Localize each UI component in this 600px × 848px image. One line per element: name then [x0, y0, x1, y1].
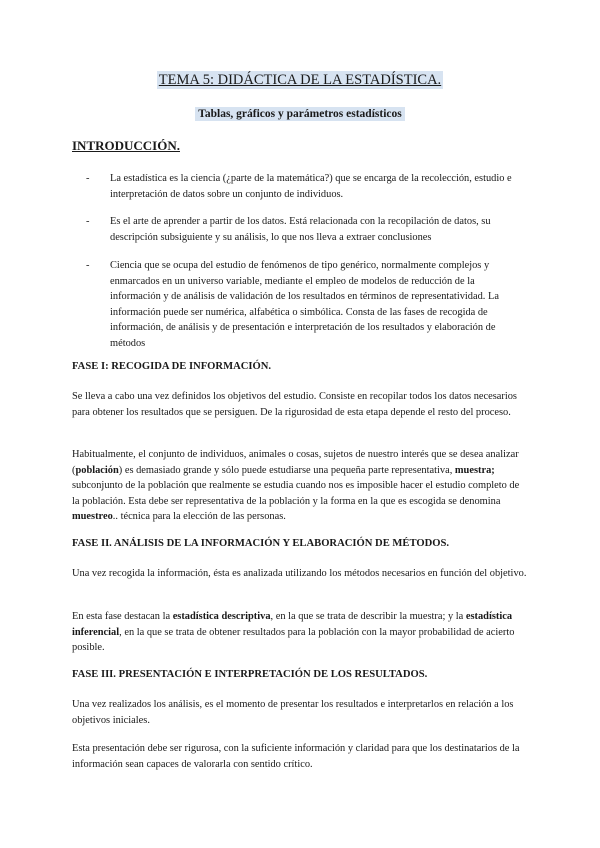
bullet-item [86, 258, 522, 352]
fase2-paragraph-2: En esta fase destacan la estadística descriptiva, en la que se trata de describir la muestra; y la estadística inferencial, en la que se trata de obtener resultados para la población con la mayor probabilidad de acierto posible. [72, 611, 515, 654]
intro-heading: INTRODUCCIÓN. [72, 138, 180, 153]
bullet-dash: - [86, 260, 90, 271]
term-poblacion: población [75, 464, 119, 476]
bullet-text: Ciencia que se ocupa del estudio de fenómenos de tipo genérico, normalmente complejos y enmarcados en un universo variable, mediante el empleo de modelos de reducción de la información y de análisis de validación de los resultados en términos de representatividad. La información puede ser numérica, alfabética o simbólica. Consta de las fases de recogida de información, de análisis y de presentación e interpretación de los resultados y elaboración de métodos [110, 260, 499, 349]
document-subtitle: Tablas, gráficos y parámetros estadísticos [0, 108, 600, 120]
term-muestra: muestra; [454, 464, 495, 476]
fase1-heading: FASE I: RECOGIDA DE INFORMACIÓN. [72, 361, 272, 372]
term-muestreo: muestreo [72, 511, 113, 523]
fase3-heading: FASE III. PRESENTACIÓN E INTERPRETACIÓN DE LOS RESULTADOS. [72, 669, 428, 680]
term-estadistica-inferencial: estadística inferencial [72, 611, 513, 638]
bullet-item [86, 214, 522, 245]
fase3-paragraph-1: Una vez realizados los análisis, es el momento de presentar los resultados e interpretarlos en relación a los objetivos iniciales. [72, 699, 514, 726]
bullet-dash: - [86, 216, 90, 227]
bullet-dash: - [86, 173, 90, 184]
bullet-text: La estadística es la ciencia (¿parte de la matemática?) que se encarga de la recolección, estudio e interpretación de datos sobre un conjunto de individuos. [110, 173, 512, 200]
document-title: TEMA 5: DIDÁCTICA DE LA ESTADÍSTICA. [158, 72, 442, 88]
bullet-text: Es el arte de aprender a partir de los datos. Está relacionada con la recopilación de datos, su descripción subsiguiente y su análisis, lo que nos lleva a extraer conclusiones [110, 216, 491, 243]
term-estadistica-descriptiva: estadística descriptiva [172, 611, 271, 622]
fase2-paragraph-1: Una vez recogida la información, ésta es analizada utilizando los métodos necesarios en función del objetivo. [72, 568, 527, 579]
fase1-paragraph-1: Se lleva a cabo una vez definidos los objetivos del estudio. Consiste en recopilar todos los datos necesarios para obtener los resultados que se persiguen. De la rigurosidad de esta etapa depende el resto del proceso. [72, 391, 517, 418]
fase1-paragraph-2: Habitualmente, el conjunto de individuos, animales o cosas, sujetos de nuestro interés que se desea analizar (población) es demasiado grande y sólo puede estudiarse una pequeña parte representativa, muestra; subconjunto de la población que realmente se estudia cuando nos es imposible hacer el estudio completo de la población. Esta debe ser representativa de la población y la forma en la que es escogida se denomina muestreo.. técnica para la elección de las personas. [72, 449, 520, 523]
fase2-heading: FASE II. ANÁLISIS DE LA INFORMACIÓN Y ELABORACIÓN DE MÉTODOS. [72, 538, 450, 549]
bullet-item [86, 171, 522, 202]
fase3-paragraph-2: Esta presentación debe ser rigurosa, con la suficiente información y claridad para que los destinatarios de la información sean capaces de valorarla con sentido crítico. [72, 743, 520, 770]
